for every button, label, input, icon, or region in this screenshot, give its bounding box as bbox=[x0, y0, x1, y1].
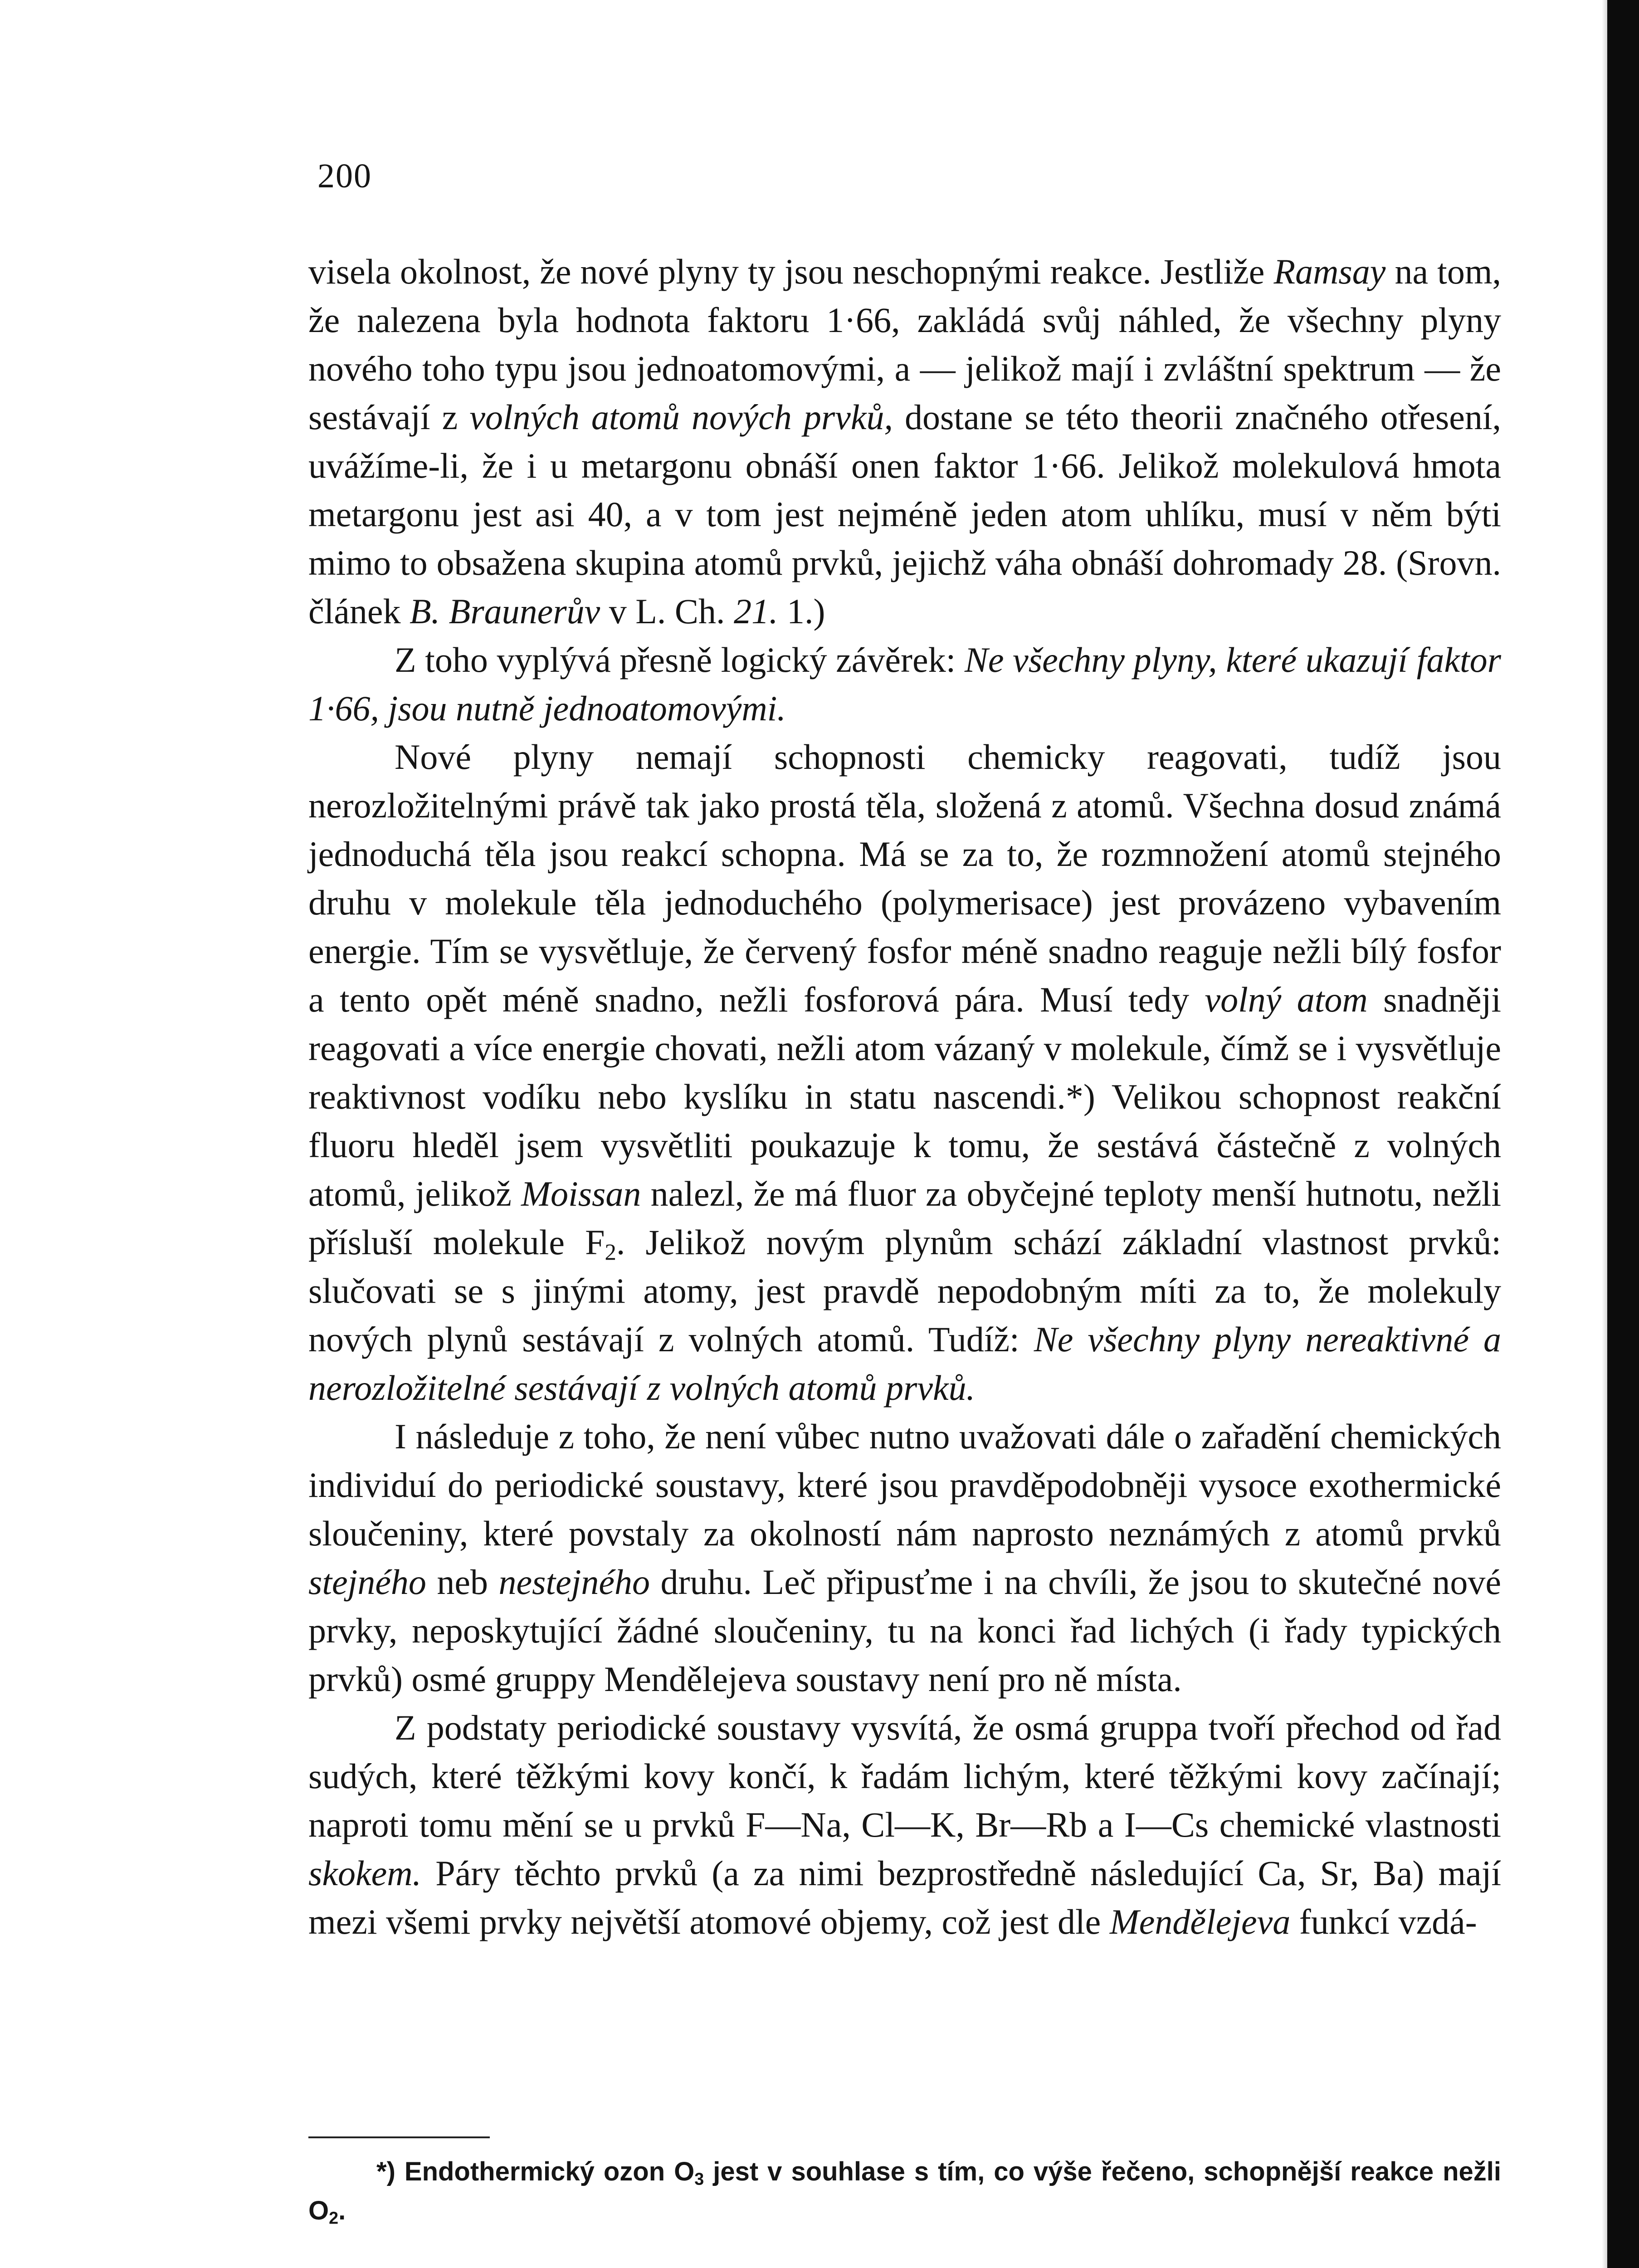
text-run: Z toho vyplývá přesně logický závěrek: bbox=[395, 640, 965, 679]
text-run: *) Endothermický ozon O bbox=[376, 2157, 695, 2186]
text-run: neb bbox=[426, 1562, 499, 1602]
text-run: visela okolnost, že nové plyny ty jsou neschopnými reakce. Jestliže bbox=[308, 252, 1274, 291]
paragraph bbox=[308, 247, 1501, 635]
text-run: dostane se této theorii značného otřesení, uvážíme-li, že i u metargonu obnáší onen faktor 1·66. Jelikož molekulová hmota metargonu jest asi 40, a v tom jest nejméně jeden atom uhlíku, musí v něm býti mimo to obsažena skupina atomů prvků, jejichž váha obnáší dohromady 28. (Srovn. článek bbox=[308, 397, 1501, 631]
paragraph bbox=[308, 635, 1501, 733]
text-run: Nové plyny nemají schopnosti chemicky reagovati, tudíž jsou nerozložitelnými právě tak jako prostá těla, složená z atomů. Všechna dosud známá jednoduchá těla jsou reakcí schopna. Má se za to, že rozmnožení atomů stejného druhu v molekule těla jednoduchého (polymerisace) jest provázeno vybavením energie. Tím se vysvětluje, že červený fosfor méně snadno reaguje nežli bílý fosfor a tento opět méně snadno, nežli fosforová pára. Musí tedy bbox=[308, 737, 1501, 1019]
footnote-text bbox=[308, 2152, 1501, 2230]
scan-border bbox=[1607, 0, 1639, 2268]
text-run: Páry těchto prvků (a za nimi bezprostředně následující Ca, Sr, Ba) mají mezi všemi prvky největší atomové objemy, což jest dle bbox=[308, 1853, 1501, 1941]
italic-text: volný atom bbox=[1205, 980, 1368, 1019]
italic-text: skokem. bbox=[308, 1853, 422, 1893]
scan-page-edge-shadow bbox=[1602, 0, 1607, 2268]
body-text bbox=[308, 247, 1501, 1946]
italic-text: stejného bbox=[308, 1562, 426, 1602]
text-run: jest v souhlase s tím, co výše řečeno, schopnější reakce nežli O bbox=[308, 2157, 1501, 2225]
paragraph bbox=[308, 1412, 1501, 1703]
text-run: snadněji reagovati a více energie chovati, nežli atom vázaný v molekule, čímž se i vysvětluje reaktivnost vodíku nebo kyslíku in statu nascendi.*) Velikou schopnost reakční fluoru hleděl jsem vysvětliti poukazuje k tomu, že sestává částečně z volných atomů, jelikož bbox=[308, 980, 1502, 1213]
paragraph bbox=[308, 1703, 1501, 1946]
italic-text: nestejného bbox=[498, 1562, 650, 1602]
text-run: I následuje z toho, že není vůbec nutno uvažovati dále o zařadění chemických individuí do periodické soustavy, které jsou pravděpodobněji vysoce exothermické sloučeniny, které povstaly za okolností nám naprosto neznámých z atomů prvků bbox=[308, 1417, 1501, 1553]
footnote bbox=[308, 2152, 1501, 2230]
footnote-divider bbox=[308, 2136, 490, 2138]
text-run: v L. Ch. bbox=[600, 591, 734, 631]
text-run: . bbox=[338, 2196, 346, 2225]
subscript: 3 bbox=[694, 2169, 704, 2189]
italic-text: Ne všechny plyny nereaktivné a nerozložitelné sestávají z volných atomů prvků. bbox=[308, 1320, 1501, 1408]
italic-text: volných atomů nových prvků, bbox=[469, 397, 893, 437]
italic-text: B. Braunerův bbox=[410, 591, 600, 631]
text-run: 1.) bbox=[778, 591, 825, 631]
italic-text: Ne všechny plyny, které ukazují faktor 1·66, jsou nutně jednoatomovými. bbox=[308, 640, 1502, 728]
text-run: Z podstaty periodické soustavy vysvítá, že osmá gruppa tvoří přechod od řad sudých, které těžkými kovy končí, k řadám lichým, které těžkými kovy začínají; naproti tomu mění se u prvků F—Na, Cl—K, Br—Rb a I—Cs chemické vlastnosti bbox=[308, 1708, 1501, 1844]
paragraph bbox=[308, 733, 1501, 1412]
italic-text: Moissan bbox=[521, 1174, 641, 1213]
subscript: 2 bbox=[329, 2208, 339, 2228]
italic-text: Ramsay bbox=[1273, 252, 1386, 291]
text-run: . Jelikož novým plynům schází základní vlastnost prvků: slučovati se s jinými atomy, jest pravdě nepodobným míti za to, že molekuly nových plynů sestávají z volných atomů. Tudíž: bbox=[308, 1222, 1501, 1359]
italic-text: Mendělejeva bbox=[1109, 1902, 1291, 1941]
text-run: druhu. Leč připusťme i na chvíli, že jsou to skutečné nové prvky, neposkytující žádné sloučeniny, tu na konci řad lichých (i řady typických prvků) osmé gruppy Mendělejeva soustavy není pro ně místa. bbox=[308, 1562, 1502, 1699]
italic-text: 21. bbox=[733, 591, 778, 631]
page-number: 200 bbox=[317, 157, 372, 195]
text-run: nalezl, že má fluor za obyčejné teploty menší hutnotu, nežli přísluší molekule F bbox=[308, 1174, 1502, 1262]
text-run: na tom, že nalezena byla hodnota faktoru 1·66, zakládá svůj náhled, že všechny plyny nového toho typu jsou jednoatomovými, a — jelikož mají i zvláštní spektrum — že sestávají z bbox=[308, 252, 1501, 437]
subscript: 2 bbox=[605, 1239, 616, 1265]
text-run: funkcí vzdá- bbox=[1290, 1902, 1477, 1941]
